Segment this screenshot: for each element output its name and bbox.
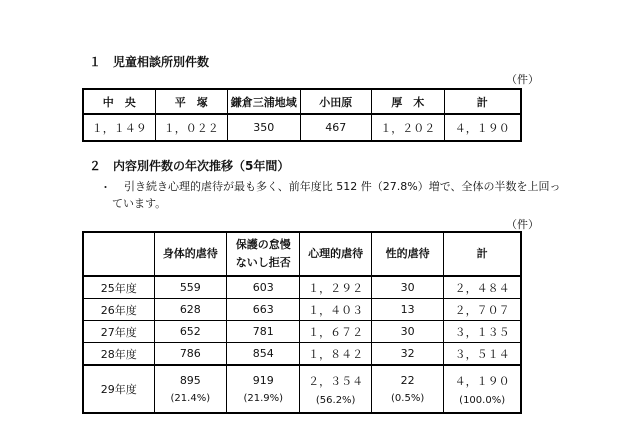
- year-cell: 29年度: [83, 365, 154, 413]
- table-row-latest: [83, 365, 521, 413]
- value-cell: ３，１３５: [444, 321, 521, 343]
- value-text: ４，１９０: [454, 374, 510, 388]
- header-cell: 計: [444, 232, 521, 276]
- header-cell: 平 塚: [155, 89, 228, 114]
- header-cell: 厚 木: [372, 89, 445, 114]
- value-cell: １，０２２: [155, 114, 228, 141]
- header-cell: 心理的虐待: [300, 232, 372, 276]
- section2-title: ２ 内容別件数の年次推移（5年間）: [89, 159, 290, 173]
- percent-text: (21.4%): [170, 393, 211, 404]
- section1-unit: （件）: [506, 73, 539, 86]
- value-cell: 781: [227, 321, 300, 343]
- value-cell: １，２０２: [372, 114, 445, 141]
- note-text: 引き続き心理的虐待が最も多く、前年度比 512 件（27.8%）増で、全体の半数を上回っています。: [112, 180, 561, 210]
- table-header-row: [83, 232, 521, 276]
- value-cell: 32: [371, 343, 443, 366]
- section2-unit: （件）: [506, 218, 539, 231]
- value-cell: 467: [300, 114, 372, 141]
- value-text: 919: [252, 374, 274, 387]
- value-cell: 350: [228, 114, 300, 141]
- value-cell: [444, 365, 521, 413]
- consultation-center-table: [82, 88, 522, 142]
- value-cell: 559: [154, 276, 227, 299]
- percent-text: (0.5%): [391, 393, 425, 404]
- header-cell: 計: [444, 89, 521, 114]
- value-cell: 663: [227, 299, 300, 321]
- value-cell: １，６７２: [300, 321, 372, 343]
- value-cell: [154, 365, 227, 413]
- table-header-row: [83, 89, 521, 114]
- value-cell: 628: [154, 299, 227, 321]
- section1-title: １ 児童相談所別件数: [89, 55, 210, 69]
- value-cell: 30: [371, 321, 443, 343]
- header-cell: [83, 232, 154, 276]
- header-cell: [227, 232, 300, 276]
- table-row: [83, 321, 521, 343]
- value-cell: １，２９２: [300, 276, 372, 299]
- value-cell: 786: [154, 343, 227, 366]
- value-cell: 854: [227, 343, 300, 366]
- value-text: 22: [400, 374, 415, 387]
- year-cell: 28年度: [83, 343, 154, 366]
- value-cell: ２，４８４: [444, 276, 521, 299]
- header-cell: 鎌倉三浦地域: [228, 89, 300, 114]
- value-cell: 603: [227, 276, 300, 299]
- value-cell: [371, 365, 443, 413]
- value-cell: 30: [371, 276, 443, 299]
- table-row: [83, 299, 521, 321]
- table-row: [83, 276, 521, 299]
- header-text: 保護の怠慢ないし拒否: [235, 238, 291, 269]
- value-cell: 13: [371, 299, 443, 321]
- percent-text: (100.0%): [459, 394, 506, 406]
- value-cell: １，１４９: [83, 114, 155, 141]
- header-cell: 中 央: [83, 89, 155, 114]
- year-cell: 25年度: [83, 276, 154, 299]
- header-cell: 身体的虐待: [154, 232, 227, 276]
- value-text: 895: [179, 374, 201, 387]
- section2-note: [112, 178, 562, 212]
- percent-text: (21.9%): [243, 393, 284, 404]
- percent-text: (56.2%): [315, 394, 356, 406]
- value-cell: [227, 365, 300, 413]
- abuse-type-table: [82, 231, 522, 414]
- year-cell: 26年度: [83, 299, 154, 321]
- year-cell: 27年度: [83, 321, 154, 343]
- table-row: [83, 114, 521, 141]
- value-cell: 652: [154, 321, 227, 343]
- value-cell: １，４０３: [300, 299, 372, 321]
- value-cell: [300, 365, 372, 413]
- value-cell: １，８４２: [300, 343, 372, 366]
- bullet-mark: ・: [100, 181, 111, 194]
- header-cell: 小田原: [300, 89, 372, 114]
- value-cell: ２，７０７: [444, 299, 521, 321]
- table-row: [83, 343, 521, 366]
- value-cell: ４，１９０: [444, 114, 521, 141]
- value-text: ２，３５４: [308, 374, 364, 388]
- header-cell: 性的虐待: [371, 232, 443, 276]
- value-cell: ３，５１４: [444, 343, 521, 366]
